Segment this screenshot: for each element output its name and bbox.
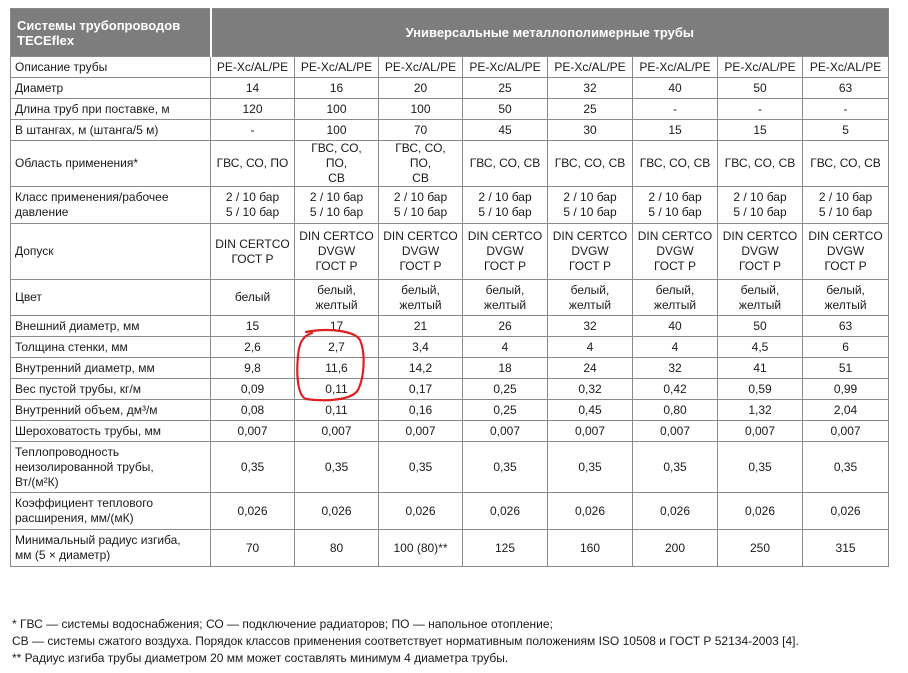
table-cell: белый, желтый [295, 280, 379, 316]
row-label: Класс применения/рабочее давление [11, 187, 211, 224]
table-cell: 100 [295, 120, 379, 141]
table-cell: 4 [633, 337, 718, 358]
table-cell: 16 [295, 78, 379, 99]
table-cell: 0,026 [463, 493, 548, 530]
table-cell: 1,32 [718, 400, 803, 421]
header-corner: Системы трубопроводов TECEflex [11, 9, 211, 57]
table-cell: DIN CERTCO DVGW ГОСТ Р [463, 224, 548, 280]
table-cell: 63 [803, 78, 889, 99]
table-cell: 2 / 10 бар 5 / 10 бар [548, 187, 633, 224]
table-cell: 0,35 [463, 442, 548, 493]
table-cell: 63 [803, 316, 889, 337]
table-cell: 100 (80)** [379, 530, 463, 567]
row-label: Шероховатость трубы, мм [11, 421, 211, 442]
table-cell: 4,5 [718, 337, 803, 358]
table-cell: 2 / 10 бар 5 / 10 бар [379, 187, 463, 224]
table-cell: 0,007 [295, 421, 379, 442]
table-cell: ГВС, СО, СВ [633, 141, 718, 187]
table-cell: ГВС, СО, ПО, СВ [295, 141, 379, 187]
table-cell: 0,007 [379, 421, 463, 442]
table-row [11, 187, 889, 224]
table-cell: 0,35 [211, 442, 295, 493]
row-label: Описание трубы [11, 57, 211, 78]
row-label: Длина труб при поставке, м [11, 99, 211, 120]
table-cell: PE-Xc/AL/PE [379, 57, 463, 78]
row-label: Допуск [11, 224, 211, 280]
table-cell: белый, желтый [379, 280, 463, 316]
table-cell: 6 [803, 337, 889, 358]
table-cell: - [718, 99, 803, 120]
row-label: Внешний диаметр, мм [11, 316, 211, 337]
table-cell: 40 [633, 78, 718, 99]
table-cell: 14 [211, 78, 295, 99]
table-row [11, 442, 889, 493]
table-cell: 2 / 10 бар 5 / 10 бар [211, 187, 295, 224]
table-cell: 50 [463, 99, 548, 120]
table-cell: белый, желтый [803, 280, 889, 316]
table-cell: 20 [379, 78, 463, 99]
table-cell: 0,35 [295, 442, 379, 493]
table-cell: ГВС, СО, СВ [718, 141, 803, 187]
table-cell: PE-Xc/AL/PE [718, 57, 803, 78]
table-cell: ГВС, СО, ПО, СВ [379, 141, 463, 187]
table-cell: 0,45 [548, 400, 633, 421]
table-cell: 2 / 10 бар 5 / 10 бар [463, 187, 548, 224]
table-cell: 0,35 [633, 442, 718, 493]
table-cell: ГВС, СО, СВ [548, 141, 633, 187]
table-cell: 2 / 10 бар 5 / 10 бар [718, 187, 803, 224]
table-cell: PE-Xc/AL/PE [548, 57, 633, 78]
table-cell: 100 [379, 99, 463, 120]
table-cell: 9,8 [211, 358, 295, 379]
table-cell: ГВС, СО, СВ [803, 141, 889, 187]
table-cell: 2,04 [803, 400, 889, 421]
table-cell: 250 [718, 530, 803, 567]
table-cell: - [633, 99, 718, 120]
table-row [11, 530, 889, 567]
table-body [11, 57, 889, 567]
table-cell: 26 [463, 316, 548, 337]
table-cell: 14,2 [379, 358, 463, 379]
header-title: Универсальные металлополимерные трубы [211, 9, 889, 57]
table-cell: DIN CERTCO DVGW ГОСТ Р [548, 224, 633, 280]
row-label: Вес пустой трубы, кг/м [11, 379, 211, 400]
table-cell: 4 [548, 337, 633, 358]
footnote-2: СВ — системы сжатого воздуха. Порядок классов применения соответствует нормативным положениям ISO 10508 и ГОСТ Р 52134-2003 [4]. [12, 634, 799, 648]
table-row [11, 120, 889, 141]
row-label: Диаметр [11, 78, 211, 99]
pipe-spec-table [10, 8, 889, 567]
table-cell: белый, желтый [463, 280, 548, 316]
table-cell: 160 [548, 530, 633, 567]
table-cell: 0,11 [295, 379, 379, 400]
table-cell: 0,026 [803, 493, 889, 530]
table-cell: 125 [463, 530, 548, 567]
table-cell: DIN CERTCO ГОСТ Р [211, 224, 295, 280]
table-cell: 17 [295, 316, 379, 337]
table-cell: 32 [548, 316, 633, 337]
table-row [11, 57, 889, 78]
table-cell: PE-Xc/AL/PE [295, 57, 379, 78]
table-cell: 25 [463, 78, 548, 99]
table-cell: - [803, 99, 889, 120]
table-cell: ГВС, СО, СВ [463, 141, 548, 187]
table-cell: DIN CERTCO DVGW ГОСТ Р [718, 224, 803, 280]
table-cell: DIN CERTCO DVGW ГОСТ Р [633, 224, 718, 280]
table-row [11, 400, 889, 421]
table-cell: 0,25 [463, 400, 548, 421]
table-cell: 315 [803, 530, 889, 567]
table-cell: 0,42 [633, 379, 718, 400]
table-cell: 0,026 [295, 493, 379, 530]
table-row [11, 224, 889, 280]
table-cell: 0,026 [718, 493, 803, 530]
table-cell: PE-Xc/AL/PE [463, 57, 548, 78]
table-cell: белый [211, 280, 295, 316]
table-cell: 0,08 [211, 400, 295, 421]
table-cell: PE-Xc/AL/PE [633, 57, 718, 78]
row-label: Область применения* [11, 141, 211, 187]
table-cell: 0,59 [718, 379, 803, 400]
table-cell: 15 [211, 316, 295, 337]
table-cell: 15 [633, 120, 718, 141]
table-cell: 0,11 [295, 400, 379, 421]
table-cell: 2 / 10 бар 5 / 10 бар [633, 187, 718, 224]
table-cell: 0,35 [718, 442, 803, 493]
row-label: Внутренний объем, дм³/м [11, 400, 211, 421]
table-cell: 0,007 [803, 421, 889, 442]
table-cell: PE-Xc/AL/PE [211, 57, 295, 78]
table-cell: 21 [379, 316, 463, 337]
table-cell: 0,007 [548, 421, 633, 442]
table-row [11, 421, 889, 442]
table-cell: белый, желтый [633, 280, 718, 316]
table-cell: белый, желтый [718, 280, 803, 316]
table-row [11, 141, 889, 187]
table-row [11, 78, 889, 99]
row-label: Минимальный радиус изгиба, мм (5 × диаметр) [11, 530, 211, 567]
table-row [11, 358, 889, 379]
table-cell: 0,99 [803, 379, 889, 400]
table-cell: 0,007 [633, 421, 718, 442]
table-cell: 3,4 [379, 337, 463, 358]
table-cell: 0,35 [379, 442, 463, 493]
table-cell: 0,026 [211, 493, 295, 530]
table-cell: 80 [295, 530, 379, 567]
table-cell: 0,35 [548, 442, 633, 493]
table-cell: 0,16 [379, 400, 463, 421]
table-cell: 25 [548, 99, 633, 120]
table-cell: 5 [803, 120, 889, 141]
row-label: Коэффициент теплового расширения, мм/(мК) [11, 493, 211, 530]
table-cell: 0,007 [211, 421, 295, 442]
table-cell: 100 [295, 99, 379, 120]
table-cell: 0,32 [548, 379, 633, 400]
table-cell: 15 [718, 120, 803, 141]
footnote-1: * ГВС — системы водоснабжения; СО — подключение радиаторов; ПО — напольное отопление; [12, 617, 553, 631]
table-cell: 70 [379, 120, 463, 141]
table-cell: 120 [211, 99, 295, 120]
table-cell: 18 [463, 358, 548, 379]
table-cell: 0,007 [463, 421, 548, 442]
table-row [11, 99, 889, 120]
table-cell: 2,6 [211, 337, 295, 358]
table-cell: 51 [803, 358, 889, 379]
table-cell: DIN CERTCO DVGW ГОСТ Р [379, 224, 463, 280]
table-cell: 32 [548, 78, 633, 99]
table-cell: 70 [211, 530, 295, 567]
table-row [11, 280, 889, 316]
table-cell: DIN CERTCO DVGW ГОСТ Р [295, 224, 379, 280]
table-cell: 50 [718, 78, 803, 99]
table-cell: 0,007 [718, 421, 803, 442]
table-cell: 40 [633, 316, 718, 337]
spec-table-container [10, 8, 888, 567]
table-cell: - [211, 120, 295, 141]
table-cell: 24 [548, 358, 633, 379]
table-cell: 30 [548, 120, 633, 141]
table-cell: 200 [633, 530, 718, 567]
row-label: Цвет [11, 280, 211, 316]
table-cell: 32 [633, 358, 718, 379]
table-cell: 0,026 [633, 493, 718, 530]
table-cell: 4 [463, 337, 548, 358]
footnotes [12, 616, 892, 667]
table-cell: 0,026 [548, 493, 633, 530]
table-cell: 0,026 [379, 493, 463, 530]
table-cell: 11,6 [295, 358, 379, 379]
table-cell: 0,09 [211, 379, 295, 400]
table-cell: 50 [718, 316, 803, 337]
table-cell: 2,7 [295, 337, 379, 358]
table-cell: DIN CERTCO DVGW ГОСТ Р [803, 224, 889, 280]
table-row [11, 316, 889, 337]
row-label: Внутренний диаметр, мм [11, 358, 211, 379]
row-label: Теплопроводность неизолированной трубы, Вт/(м²К) [11, 442, 211, 493]
table-cell: 2 / 10 бар 5 / 10 бар [803, 187, 889, 224]
table-row [11, 493, 889, 530]
table-cell: 41 [718, 358, 803, 379]
row-label: Толщина стенки, мм [11, 337, 211, 358]
table-header-row [11, 9, 889, 57]
table-cell: 45 [463, 120, 548, 141]
table-cell: белый, желтый [548, 280, 633, 316]
table-cell: 0,25 [463, 379, 548, 400]
table-row [11, 379, 889, 400]
table-cell: 0,17 [379, 379, 463, 400]
table-cell: PE-Xc/AL/PE [803, 57, 889, 78]
row-label: В штангах, м (штанга/5 м) [11, 120, 211, 141]
footnote-3: ** Радиус изгиба трубы диаметром 20 мм может составлять минимум 4 диаметра трубы. [12, 651, 509, 665]
table-cell: ГВС, СО, ПО [211, 141, 295, 187]
table-cell: 0,35 [803, 442, 889, 493]
table-cell: 2 / 10 бар 5 / 10 бар [295, 187, 379, 224]
table-row [11, 337, 889, 358]
table-cell: 0,80 [633, 400, 718, 421]
